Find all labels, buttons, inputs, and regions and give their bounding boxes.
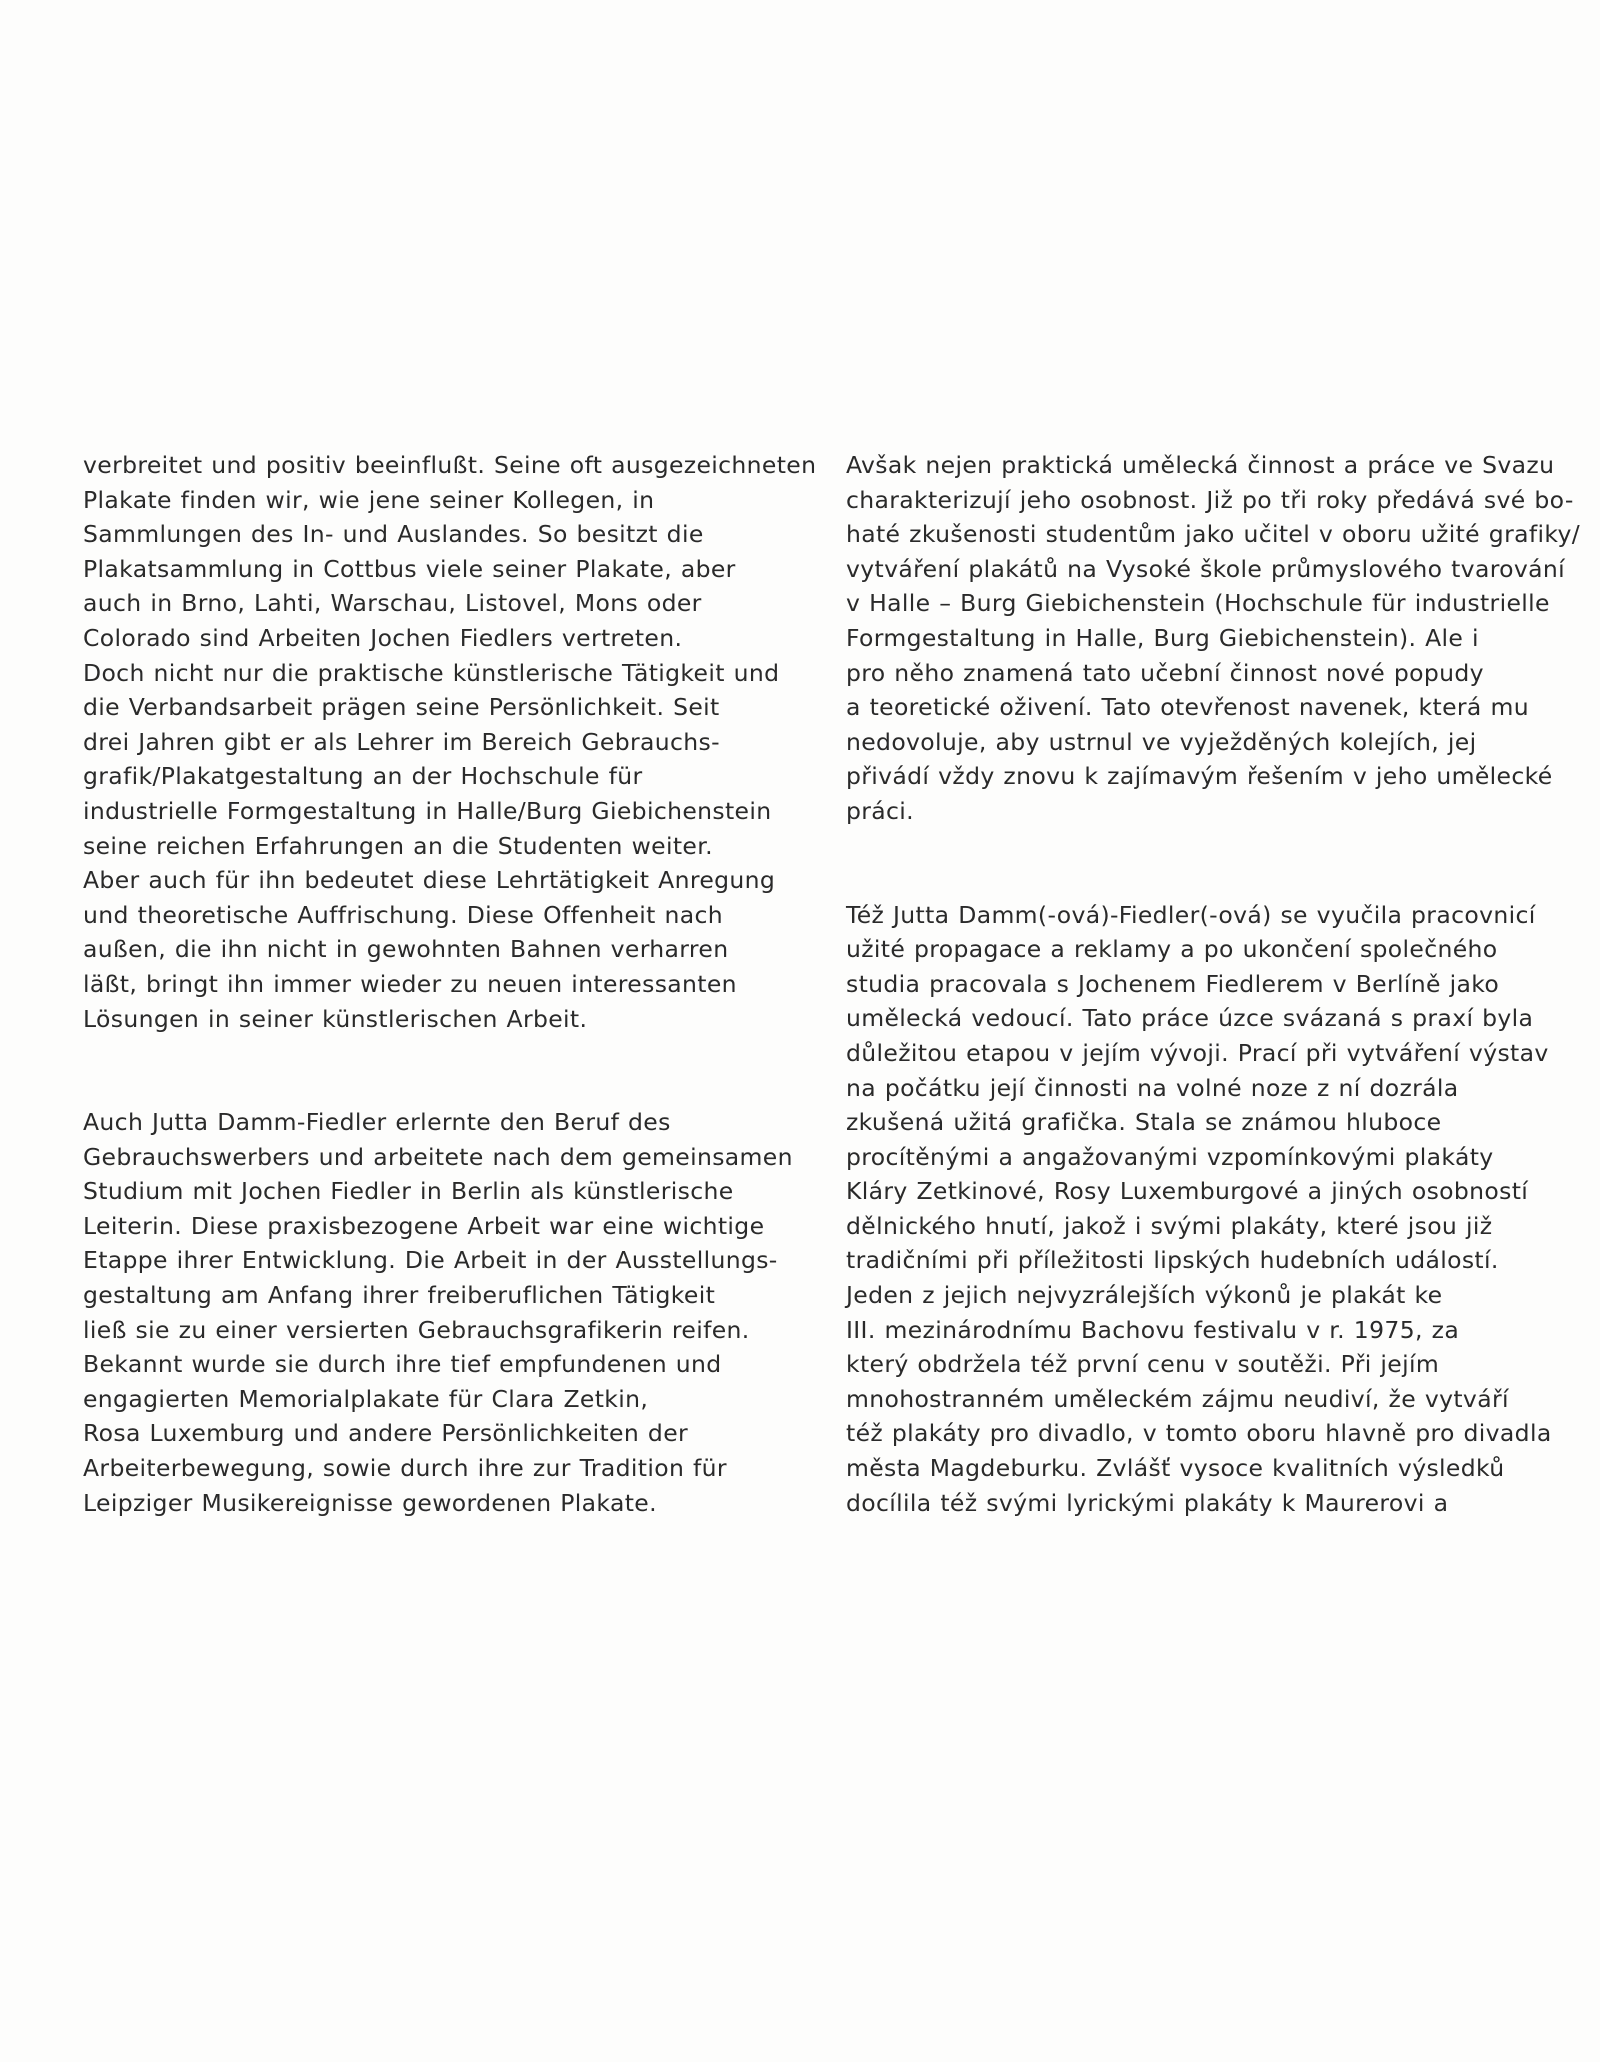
text-line: který obdržela též první cenu v soutěži. Při jejím bbox=[846, 1350, 1440, 1379]
text-line: Plakatsammlung in Cottbus viele seiner Plakate, aber bbox=[83, 554, 736, 583]
text-line: Auch Jutta Damm-Fiedler erlernte den Beruf des bbox=[83, 1108, 671, 1137]
text-line: Colorado sind Arbeiten Jochen Fiedlers vertreten. bbox=[83, 623, 683, 652]
text-line: vytváření plakátů na Vysoké škole průmyslového tvarování bbox=[846, 554, 1566, 583]
german-paragraph-2 bbox=[83, 1105, 813, 1520]
text-line: III. mezinárodnímu Bachovu festivalu v r. 1975, za bbox=[846, 1315, 1460, 1344]
text-line: procítěnými a angažovanými vzpomínkovými plakáty bbox=[846, 1142, 1494, 1171]
text-line: nedovoluje, aby ustrnul ve vyježděných kolejích, jej bbox=[846, 727, 1477, 756]
text-line: haté zkušenosti studentům jako učitel v oboru užité grafiky/ bbox=[846, 520, 1580, 549]
text-line: auch in Brno, Lahti, Warschau, Listovel, Mons oder bbox=[83, 589, 702, 618]
czech-paragraph-1 bbox=[846, 448, 1586, 829]
text-line: Lösungen in seiner künstlerischen Arbeit. bbox=[83, 1004, 588, 1033]
text-line: tradičními při příležitosti lipských hudebních událostí. bbox=[846, 1246, 1499, 1275]
text-line: drei Jahren gibt er als Lehrer im Bereich Gebrauchs- bbox=[83, 727, 720, 756]
czech-paragraph-2 bbox=[846, 898, 1586, 1521]
text-line: Avšak nejen praktická umělecká činnost a práce ve Svazu bbox=[846, 451, 1555, 479]
text-line: Též Jutta Damm(-ová)-Fiedler(-ová) se vyučila pracovnicí bbox=[846, 900, 1536, 929]
text-line: Kláry Zetkinové, Rosy Luxemburgové a jiných osobností bbox=[846, 1177, 1529, 1206]
text-line: umělecká vedoucí. Tato práce úzce svázaná s praxí byla bbox=[846, 1004, 1534, 1033]
text-line: práci. bbox=[846, 796, 914, 825]
text-line: též plakáty pro divadlo, v tomto oboru hlavně pro divadla bbox=[846, 1419, 1552, 1448]
text-line: und theoretische Auffrischung. Diese Offenheit nach bbox=[83, 900, 724, 929]
text-line: Rosa Luxemburg und andere Persönlichkeiten der bbox=[83, 1419, 689, 1448]
paragraph-gap bbox=[846, 829, 1586, 898]
text-line: Leipziger Musikereignisse gewordenen Plakate. bbox=[83, 1488, 657, 1517]
text-line: Doch nicht nur die praktische künstlerische Tätigkeit und bbox=[83, 658, 780, 687]
czech-text-column bbox=[846, 448, 1586, 1520]
text-line: Bekannt wurde sie durch ihre tief empfundenen und bbox=[83, 1350, 722, 1379]
text-line: mnohostranném uměleckém zájmu neudiví, že vytváří bbox=[846, 1384, 1509, 1413]
text-line: die Verbandsarbeit prägen seine Persönlichkeit. Seit bbox=[83, 693, 720, 722]
text-line: Aber auch für ihn bedeutet diese Lehrtätigkeit Anregung bbox=[83, 866, 776, 895]
text-line: Etappe ihrer Entwicklung. Die Arbeit in der Ausstellungs- bbox=[83, 1246, 778, 1275]
text-line: a teoretické oživení. Tato otevřenost navenek, která mu bbox=[846, 693, 1529, 722]
text-line: dělnického hnutí, jakož i svými plakáty, které jsou již bbox=[846, 1211, 1493, 1240]
text-line: Leiterin. Diese praxisbezogene Arbeit war eine wichtige bbox=[83, 1211, 765, 1240]
text-line: verbreitet und positiv beeinflußt. Seine oft ausgezeichneten bbox=[83, 451, 817, 479]
text-line: läßt, bringt ihn immer wieder zu neuen interessanten bbox=[83, 969, 737, 998]
text-line: Gebrauchswerbers und arbeitete nach dem gemeinsamen bbox=[83, 1142, 793, 1171]
text-line: seine reichen Erfahrungen an die Studenten weiter. bbox=[83, 831, 713, 860]
text-line: důležitou etapou v jejím vývoji. Prací při vytváření výstav bbox=[846, 1038, 1549, 1067]
text-line: studia pracovala s Jochenem Fiedlerem v Berlíně jako bbox=[846, 969, 1500, 998]
text-line: přivádí vždy znovu k zajímavým řešením v jeho umělecké bbox=[846, 762, 1553, 791]
text-line: Sammlungen des In- und Auslandes. So besitzt die bbox=[83, 520, 704, 549]
text-line: engagierten Memorialplakate für Clara Zetkin, bbox=[83, 1384, 649, 1413]
text-line: Studium mit Jochen Fiedler in Berlin als künstlerische bbox=[83, 1177, 734, 1206]
text-line: Plakate finden wir, wie jene seiner Kollegen, in bbox=[83, 485, 655, 514]
text-line: außen, die ihn nicht in gewohnten Bahnen verharren bbox=[83, 935, 729, 964]
text-line: na počátku její činnosti na volné noze z ní dozrála bbox=[846, 1073, 1459, 1102]
text-line: ließ sie zu einer versierten Gebrauchsgrafikerin reifen. bbox=[83, 1315, 750, 1344]
german-paragraph-1 bbox=[83, 448, 817, 1036]
text-line: docílila též svými lyrickými plakáty k Maurerovi a bbox=[846, 1488, 1449, 1517]
text-line: Formgestaltung in Halle, Burg Giebichenstein). Ale i bbox=[846, 623, 1479, 652]
text-line: Jeden z jejich nejvyzrálejších výkonů je plakát ke bbox=[846, 1281, 1443, 1310]
text-line: města Magdeburku. Zvlášť vysoce kvalitních výsledků bbox=[846, 1454, 1505, 1483]
paragraph-gap bbox=[83, 1036, 813, 1105]
german-text-column bbox=[83, 448, 817, 1520]
text-line: pro něho znamená tato učební činnost nové popudy bbox=[846, 658, 1484, 687]
text-line: gestaltung am Anfang ihrer freiberuflichen Tätigkeit bbox=[83, 1281, 716, 1310]
text-line: v Halle – Burg Giebichenstein (Hochschule für industrielle bbox=[846, 589, 1550, 618]
text-line: charakterizují jeho osobnost. Již po tři roky předává své bo- bbox=[846, 485, 1574, 514]
text-line: industrielle Formgestaltung in Halle/Burg Giebichenstein bbox=[83, 796, 772, 825]
text-line: užité propagace a reklamy a po ukončení společného bbox=[846, 935, 1498, 964]
text-line: grafik/Plakatgestaltung an der Hochschule für bbox=[83, 762, 643, 791]
text-line: Arbeiterbewegung, sowie durch ihre zur Tradition für bbox=[83, 1454, 727, 1483]
text-line: zkušená užitá grafička. Stala se známou hluboce bbox=[846, 1108, 1442, 1137]
